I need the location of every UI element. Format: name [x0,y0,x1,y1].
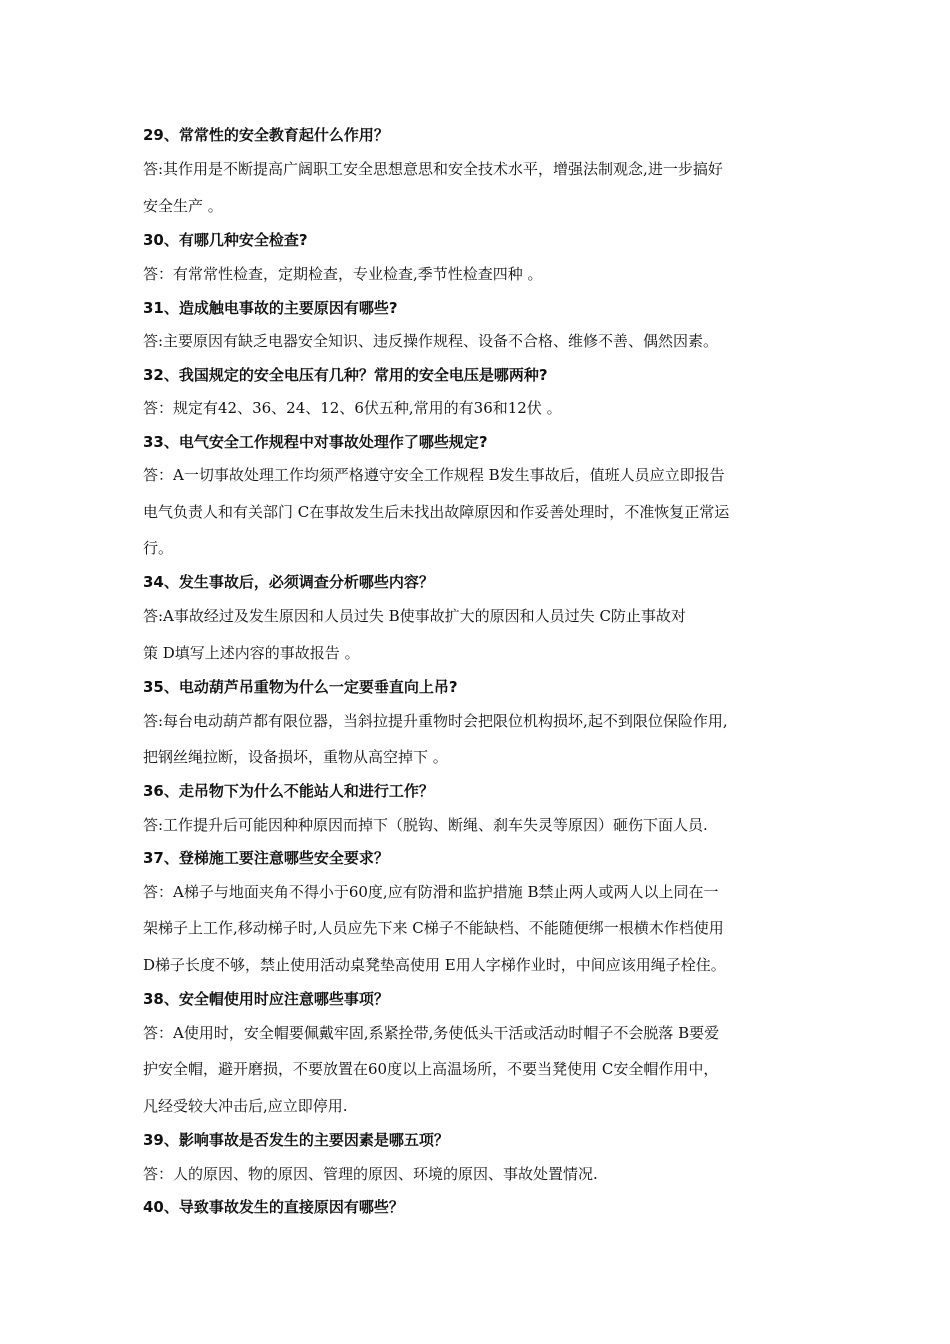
answer-line: 答:每台电动葫芦都有限位器，当斜拉提升重物时会把限位机构损坏,起不到限位保险作用, [143,712,728,730]
question-37: 37、登梯施工要注意哪些安全要求？ [143,849,389,867]
answer-line: 答:A事故经过及发生原因和人员过失 B使事故扩大的原因和人员过失 C防止事故对 [143,607,686,625]
question-30: 30、有哪几种安全检查? [143,231,308,249]
answer-line: D梯子长度不够，禁止使用活动桌凳垫高使用 E用人字梯作业时，中间应该用绳子栓住。 [143,956,726,974]
answer-line: 策 D填写上述内容的事故报告 。 [143,644,360,662]
answer-line: 答：A使用时，安全帽要佩戴牢固,系紧拴带,务使低头干活或活动时帽子不会脱落 B要爱 [143,1024,720,1042]
answer-line: 架梯子上工作,移动梯子时,人员应先下来 C梯子不能缺档、不能随便绑一根横木作档使用 [143,919,724,937]
answer-line: 把钢丝绳拉断，设备损坏，重物从高空掉下 。 [143,748,448,766]
answer-line: 电气负责人和有关部门 C在事故发生后未找出故障原因和作妥善处理时，不准恢复正常运 [143,503,730,521]
question-34: 34、发生事故后，必须调查分析哪些内容？ [143,573,434,591]
answer-line: 答:其作用是不断提高广阔职工安全思想意思和安全技术水平，增强法制观念,进一步搞好 [143,160,723,178]
answer-line: 答：A一切事故处理工作均须严格遵守安全工作规程 B发生事故后，值班人员应立即报告 [143,466,725,484]
question-38: 38、安全帽使用时应注意哪些事项？ [143,990,389,1008]
answer-line: 答：A梯子与地面夹角不得小于60度,应有防滑和监护措施 B禁止两人或两人以上同在一 [143,883,719,901]
question-33: 33、电气安全工作规程中对事故处理作了哪些规定? [143,433,488,451]
answer-line: 答：有常常性检查，定期检查，专业检查,季节性检查四种 。 [143,265,543,283]
answer-line: 安全生产 。 [143,197,223,215]
answer-line: 行。 [143,539,174,557]
answer-line: 凡经受较大冲击后,应立即停用. [143,1097,348,1115]
answer-line: 答：人的原因、物的原因、管理的原因、环境的原因、事故处置情况. [143,1165,598,1183]
answer-line: 答:主要原因有缺乏电器安全知识、违反操作规程、设备不合格、维修不善、偶然因素。 [143,332,719,350]
question-29: 29、常常性的安全教育起什么作用？ [143,126,389,144]
answer-line: 答：规定有42、36、24、12、6伏五种,常用的有36和12伏 。 [143,399,562,417]
answer-line: 答:工作提升后可能因种种原因而掉下（脱钩、断绳、刹车失灵等原因）砸伤下面人员. [143,816,708,834]
question-35: 35、电动葫芦吊重物为什么一定要垂直向上吊? [143,678,458,696]
question-36: 36、走吊物下为什么不能站人和进行工作？ [143,782,434,800]
question-40: 40、导致事故发生的直接原因有哪些？ [143,1198,404,1216]
answer-line: 护安全帽，避开磨损，不要放置在60度以上高温场所，不要当凳使用 C安全帽作用中， [143,1060,719,1078]
question-32: 32、我国规定的安全电压有几种？常用的安全电压是哪两种? [143,366,548,384]
question-39: 39、影响事故是否发生的主要因素是哪五项？ [143,1131,449,1149]
question-31: 31、造成触电事故的主要原因有哪些? [143,299,398,317]
